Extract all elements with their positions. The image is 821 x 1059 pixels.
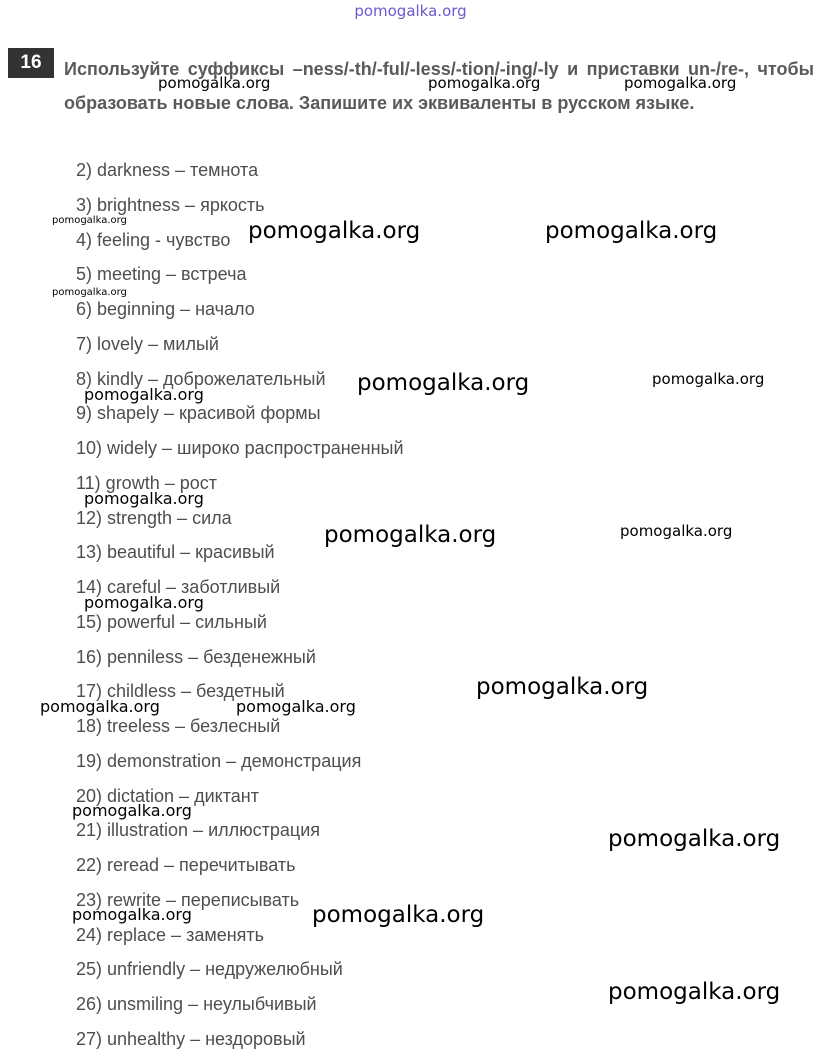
answer-item: 10) widely – широко распространенный <box>76 438 404 458</box>
answer-item: 22) reread – перечитывать <box>76 855 296 875</box>
answer-item: 20) dictation – диктант <box>76 785 259 806</box>
watermark: pomogalka.org <box>620 522 733 540</box>
answer-item: 27) unhealthy – нездоровый <box>76 1028 306 1049</box>
answer-item: 18) treeless – безлесный <box>76 716 281 736</box>
answer-item: 19) demonstration – демонстрация <box>76 750 362 771</box>
answer-item: 8) kindly – доброжелательный <box>76 368 326 389</box>
watermark: pomogalka.org <box>652 370 765 388</box>
answer-item: 6) beginning – начало <box>76 299 255 319</box>
task-instruction: Используйте суффиксы –ness/-th/-ful/-less/-tion/-ing/-ly и приставки un-/re-, чтобы образовать новые слова. Запишите их эквиваленты в русском языке. <box>64 59 814 113</box>
answer-item: 16) penniless – безденежный <box>76 646 316 667</box>
site-header-watermark: pomogalka.org <box>354 2 467 20</box>
watermark: pomogalka.org <box>84 593 204 612</box>
answer-item: 2) darkness – темнота <box>76 160 259 180</box>
answer-item: 13) beautiful – красивый <box>76 542 275 563</box>
watermark: pomogalka.org <box>84 489 204 508</box>
answer-item: 7) lovely – милый <box>76 333 219 354</box>
watermark: pomogalka.org <box>476 674 649 700</box>
answer-item: 14) careful – заботливый <box>76 577 281 597</box>
answer-item: 25) unfriendly – недружелюбный <box>76 959 343 980</box>
watermark: pomogalka.org <box>312 902 485 928</box>
watermark: pomogalka.org <box>248 218 421 244</box>
answer-item: 12) strength – сила <box>76 507 232 528</box>
answer-item: 5) meeting – встреча <box>76 264 247 285</box>
answer-item: 9) shapely – красивой формы <box>76 403 321 424</box>
watermark: pomogalka.org <box>236 697 356 716</box>
answer-item: 4) feeling - чувство <box>76 229 231 250</box>
answer-item: 26) unsmiling – неулыбчивый <box>76 994 317 1014</box>
watermark: pomogalka.org <box>84 385 204 404</box>
watermark: pomogalka.org <box>52 287 127 298</box>
answer-item: 24) replace – заменять <box>76 924 265 945</box>
watermark: pomogalka.org <box>40 697 160 716</box>
watermark: pomogalka.org <box>72 905 192 924</box>
watermark: pomogalka.org <box>357 370 530 396</box>
task-number-badge: 16 <box>8 48 54 78</box>
watermark: pomogalka.org <box>52 215 127 226</box>
watermark: pomogalka.org <box>158 74 271 92</box>
answer-item: 17) childless – бездетный <box>76 681 285 702</box>
watermark: pomogalka.org <box>608 979 781 1005</box>
watermark: pomogalka.org <box>428 74 541 92</box>
answer-item: 15) powerful – сильный <box>76 611 267 632</box>
watermark: pomogalka.org <box>324 522 497 548</box>
answer-item: 3) brightness – яркость <box>76 194 265 215</box>
watermark: pomogalka.org <box>608 826 781 852</box>
watermark: pomogalka.org <box>624 74 737 92</box>
answer-item: 11) growth – рост <box>76 472 217 493</box>
answer-item: 23) rewrite – переписывать <box>76 889 300 910</box>
watermark: pomogalka.org <box>72 801 192 820</box>
watermark: pomogalka.org <box>545 218 718 244</box>
answer-item: 21) illustration – иллюстрация <box>76 820 321 841</box>
